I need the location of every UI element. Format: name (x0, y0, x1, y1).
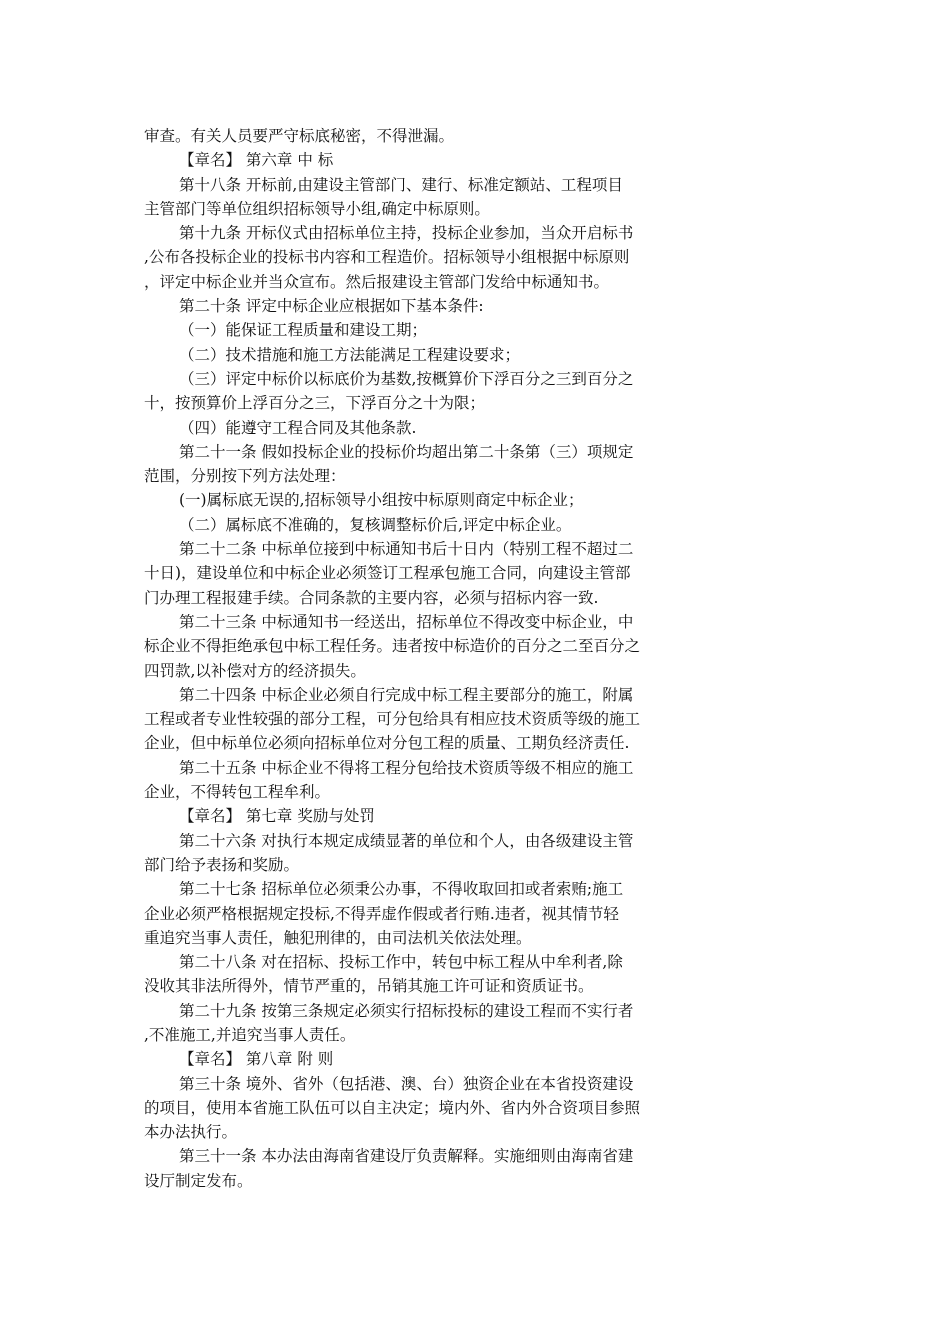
paragraph-line: 十，按预算价上浮百分之三，下浮百分之十为限； (144, 394, 486, 413)
document-paragraph (144, 999, 684, 1048)
document-paragraph (144, 343, 684, 367)
document-paragraph (144, 1144, 684, 1193)
paragraph-line: 第三十一条 本办法由海南省建设厅负责解释。实施细则由海南省建 (179, 1147, 634, 1166)
document-paragraph (144, 124, 684, 148)
paragraph-line: 工程或者专业性较强的部分工程，可分包给具有相应技术资质等级的施工 (144, 710, 641, 729)
paragraph-line: 第二十六条 对执行本规定成绩显著的单位和个人，由各级建设主管 (179, 831, 634, 850)
paragraph-line: ，评定中标企业并当众宣布。然后报建设主管部门发给中标通知书。 (144, 272, 610, 291)
paragraph-line: 主管部门等单位组织招标领导小组,确定中标原则。 (144, 199, 490, 218)
paragraph-line: （二）技术措施和施工方法能满足工程建设要求； (179, 345, 521, 364)
paragraph-line: (一)属标底无误的,招标领导小组按中标原则商定中标企业； (179, 491, 584, 510)
document-paragraph (144, 367, 684, 416)
paragraph-line: （三）评定中标价以标底价为基数,按概算价下浮百分之三到百分之 (179, 369, 634, 388)
paragraph-line: 重追究当事人责任，触犯刑律的，由司法机关依法处理。 (144, 928, 532, 947)
paragraph-line: 第十九条 开标仪式由招标单位主持，投标企业参加，当众开启标书 (179, 224, 634, 243)
paragraph-line: 第二十一条 假如投标企业的投标价均超出第二十条第（三）项规定 (179, 442, 634, 461)
paragraph-line: 第十八条 开标前,由建设主管部门、建行、标准定额站、工程项目 (179, 175, 623, 194)
document-paragraph (144, 610, 684, 683)
paragraph-line: 没收其非法所得外，情节严重的，吊销其施工许可证和资质证书。 (144, 977, 594, 996)
document-paragraph (144, 804, 684, 828)
paragraph-line: 标企业不得拒绝承包中标工程任务。违者按中标造价的百分之二至百分之 (144, 637, 641, 656)
document-paragraph (144, 294, 684, 318)
document-paragraph (144, 416, 684, 440)
paragraph-line: 企业，不得转包工程牟利。 (144, 783, 331, 802)
paragraph-line: 企业必须严格根据规定投标,不得弄虚作假或者行贿.违者，视其情节轻 (144, 904, 619, 923)
paragraph-line: （二）属标底不准确的，复核调整标价后,评定中标企业。 (179, 515, 572, 534)
paragraph-line: 【章名】 第六章 中 标 (179, 151, 334, 170)
paragraph-line: 十日)，建设单位和中标企业必须签订工程承包施工合同，向建设主管部 (144, 564, 631, 583)
document-paragraph (144, 950, 684, 999)
document-paragraph (144, 318, 684, 342)
paragraph-line: 第二十二条 中标单位接到中标通知书后十日内（特别工程不超过二 (179, 540, 634, 559)
paragraph-line: ,不准施工,并追究当事人责任。 (144, 1025, 356, 1044)
document-paragraph (144, 513, 684, 537)
document-paragraph (144, 148, 684, 172)
paragraph-line: 部门给予表扬和奖励。 (144, 855, 300, 874)
paragraph-line: 审查。有关人员要严守标底秘密，不得泄漏。 (144, 127, 455, 145)
paragraph-line: 【章名】 第八章 附 则 (179, 1050, 334, 1069)
paragraph-line: ,公布各投标企业的投标书内容和工程造价。招标领导小组根据中标原则 (144, 248, 630, 267)
paragraph-line: 门办理工程报建手续。合同条款的主要内容，必须与招标内容一致. (144, 588, 599, 607)
paragraph-line: （一）能保证工程质量和建设工期； (179, 321, 428, 340)
document-paragraph (144, 1072, 684, 1145)
document-paragraph (144, 221, 684, 294)
document-paragraph (144, 756, 684, 805)
paragraph-line: 第二十五条 中标企业不得将工程分包给技术资质等级不相应的施工 (179, 758, 634, 777)
document-paragraph (144, 829, 684, 878)
paragraph-line: 企业，但中标单位必须向招标单位对分包工程的质量、工期负经济责任. (144, 734, 630, 753)
paragraph-line: （四）能遵守工程合同及其他条款. (179, 418, 417, 437)
paragraph-line: 第三十条 境外、省外（包括港、澳、台）独资企业在本省投资建设 (179, 1074, 634, 1093)
paragraph-line: 第二十八条 对在招标、投标工作中，转包中标工程从中牟利者,除 (179, 953, 623, 972)
document-paragraph (144, 683, 684, 756)
document-paragraph (144, 440, 684, 489)
document-paragraph (144, 877, 684, 950)
document-paragraph (144, 488, 684, 512)
paragraph-line: 第二十七条 招标单位必须秉公办事，不得收取回扣或者索贿;施工 (179, 880, 624, 899)
paragraph-line: 设厅制定发布。 (144, 1171, 253, 1190)
paragraph-line: 第二十四条 中标企业必须自行完成中标工程主要部分的施工，附属 (179, 685, 634, 704)
paragraph-line: 四罚款,以补偿对方的经济损失。 (144, 661, 366, 680)
paragraph-line: 【章名】 第七章 奖励与处罚 (179, 807, 375, 826)
document-paragraph (144, 1047, 684, 1071)
paragraph-line: 第二十九条 按第三条规定必须实行招标投标的建设工程而不实行者 (179, 1001, 634, 1020)
paragraph-line: 第二十条 评定中标企业应根据如下基本条件: (179, 297, 484, 316)
paragraph-line: 本办法执行。 (144, 1123, 238, 1142)
document-paragraph (144, 173, 684, 222)
document-body (144, 124, 684, 1193)
document-paragraph (144, 537, 684, 610)
paragraph-line: 的项目，使用本省施工队伍可以自主决定；境内外、省内外合资项目参照 (144, 1098, 641, 1117)
paragraph-line: 第二十三条 中标通知书一经送出，招标单位不得改变中标企业，中 (179, 612, 634, 631)
paragraph-line: 范围，分别按下列方法处理： (144, 467, 346, 486)
